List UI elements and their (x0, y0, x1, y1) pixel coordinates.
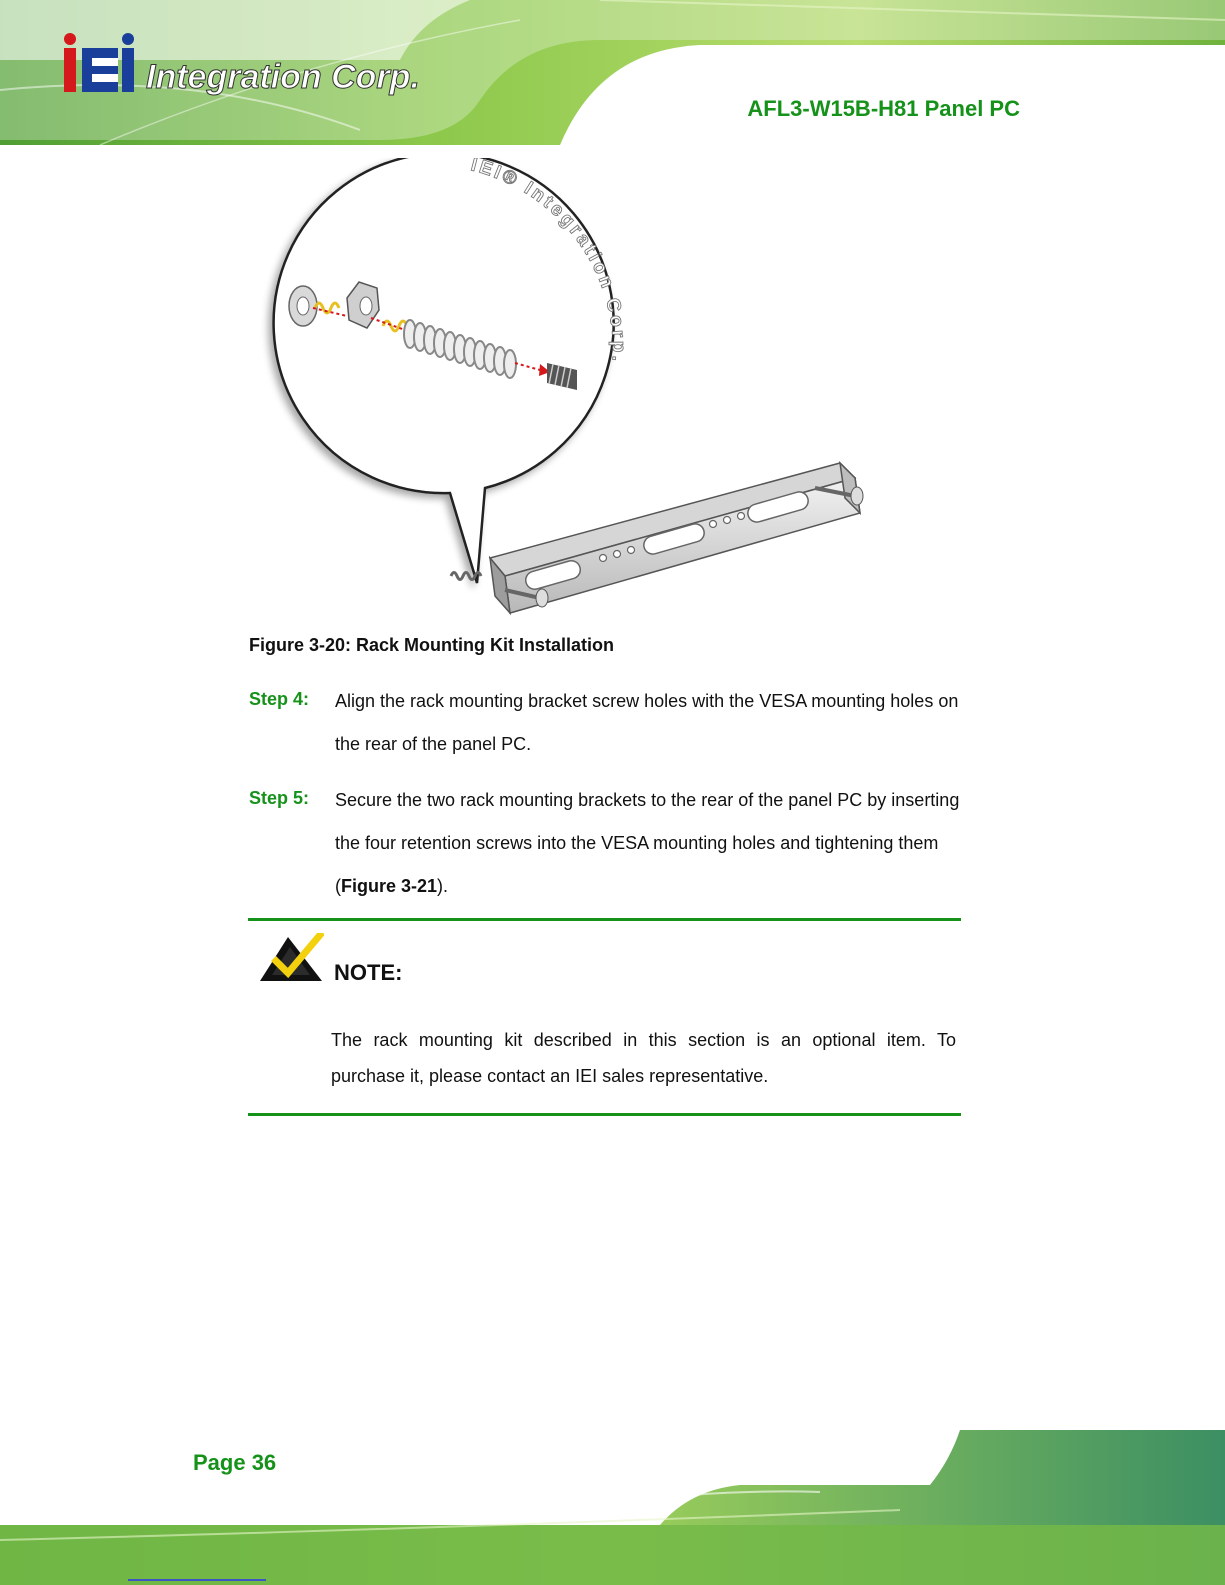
note-bottom-rule (248, 1113, 961, 1116)
step-5-text (335, 779, 1035, 908)
note-title: NOTE: (334, 960, 403, 985)
note-body: The rack mounting kit described in this section is an optional item. To purchase it, please contact an IEI sales representative. (331, 1030, 956, 1086)
step-4-line: Align the rack mounting bracket screw holes with the VESA mounting holes on (335, 691, 959, 711)
step-5-line: the four retention screws into the VESA mounting holes and tightening them (335, 833, 939, 853)
svg-text:Integration Corp.: Integration Corp. (146, 58, 420, 96)
step-4-text (335, 680, 1035, 766)
rack-mounting-figure (255, 158, 875, 623)
figure-ref-open: ( (335, 876, 341, 896)
step-5-label: Step 5: (249, 788, 310, 808)
iei-logo (62, 32, 442, 96)
note-top-rule (248, 918, 961, 921)
figure-ref-close: ). (437, 876, 449, 896)
figure-watermark: IEI® Integration Corp. (468, 158, 630, 365)
step-5-line: Secure the two rack mounting brackets to the rear of the panel PC by inserting (335, 790, 960, 810)
step-4-label: Step 4: (249, 689, 310, 709)
document-title: AFL3-W15B-H81 Panel PC (747, 96, 1020, 121)
figure-ref-link[interactable]: Figure 3-21 (341, 876, 438, 896)
note-checkmark-icon (258, 933, 324, 983)
step-5-line (335, 865, 1035, 908)
footer-banner (0, 1430, 1225, 1585)
figure-caption: Figure 3-20: Rack Mounting Kit Installation (249, 635, 615, 655)
step-4-line: the rear of the panel PC. (335, 734, 532, 754)
page-number: Page 36 (193, 1450, 277, 1475)
